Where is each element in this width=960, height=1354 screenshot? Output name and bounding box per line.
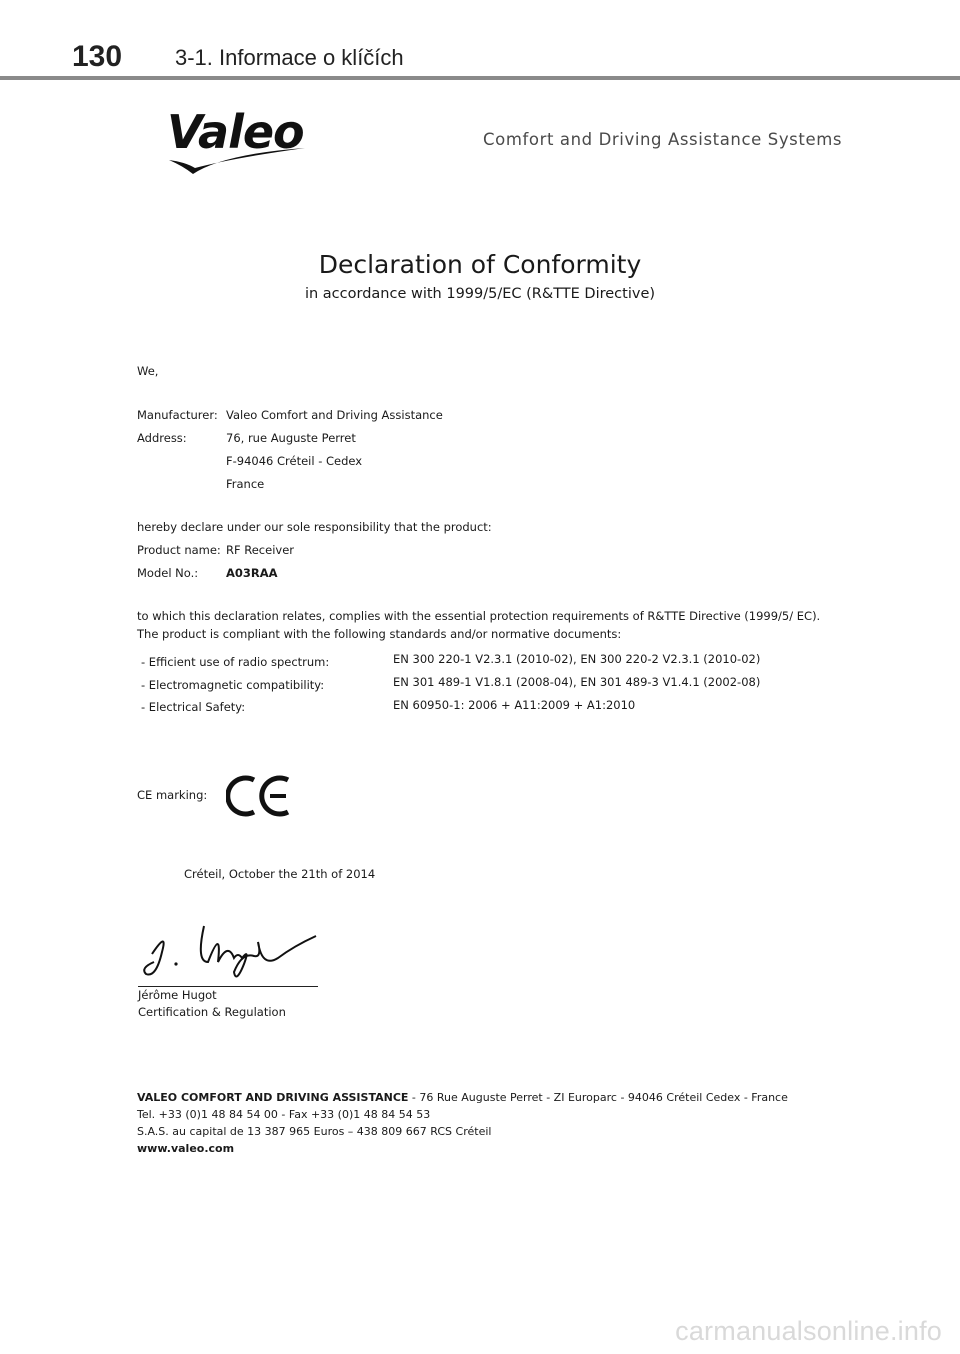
declare-text: hereby declare under our sole responsibility that the product:	[137, 520, 492, 534]
compliance-statement: The product is compliant with the following standards and/or normative documents:	[137, 627, 622, 641]
company-address: - 76 Rue Auguste Perret - ZI Europarc - 94046 Créteil Cedex - France	[408, 1091, 788, 1104]
watermark: carmanualsonline.info	[675, 1316, 942, 1346]
address-line: 76, rue Auguste Perret	[226, 431, 356, 445]
standard-value: EN 300 220-1 V2.3.1 (2010-02), EN 300 220-2 V2.3.1 (2010-02)	[393, 652, 761, 666]
page-number: 130	[72, 40, 123, 73]
manufacturer-label: Manufacturer:	[137, 408, 218, 422]
address-line: F-94046 Créteil - Cedex	[226, 454, 363, 468]
signatory-title: Certification & Regulation	[138, 1005, 286, 1019]
company-tagline: Comfort and Driving Assistance Systems	[483, 130, 843, 149]
we-text: We,	[137, 364, 159, 378]
company-website: www.valeo.com	[137, 1142, 235, 1155]
compliance-statement: to which this declaration relates, complies with the essential protection requirements of R&TTE Directive (1999/5/ EC).	[137, 609, 821, 623]
standard-label: - Electromagnetic compatibility:	[141, 678, 325, 692]
standard-value: EN 60950-1: 2006 + A11:2009 + A1:2010	[393, 698, 636, 712]
product-name-value: RF Receiver	[226, 543, 295, 557]
signatory-name: Jérôme Hugot	[138, 988, 217, 1002]
signature-line	[138, 986, 318, 987]
standard-label: - Efficient use of radio spectrum:	[141, 655, 330, 669]
standard-value: EN 301 489-1 V1.8.1 (2008-04), EN 301 489-3 V1.4.1 (2002-08)	[393, 675, 761, 689]
model-label: Model No.:	[137, 566, 199, 580]
signature	[138, 912, 328, 988]
valeo-logo-text: Valeo	[167, 105, 304, 159]
company-capital-line: S.A.S. au capital de 13 387 965 Euros – 438 809 667 RCS Créteil	[137, 1125, 492, 1138]
section-title: 3-1. Informace o klíčích	[175, 45, 404, 70]
document-title: Declaration of Conformity	[318, 250, 642, 279]
standard-label: - Electrical Safety:	[141, 700, 246, 714]
product-name-label: Product name:	[137, 543, 221, 557]
company-name: VALEO COMFORT AND DRIVING ASSISTANCE	[137, 1091, 409, 1104]
company-address-line	[137, 1091, 788, 1104]
ce-mark-icon	[226, 772, 292, 818]
document-subtitle: in accordance with 1999/5/EC (R&TTE Directive)	[304, 286, 656, 302]
place-date: Créteil, October the 21th of 2014	[184, 867, 376, 881]
address-label: Address:	[137, 431, 187, 445]
phone-fax-line: Tel. +33 (0)1 48 84 54 00 - Fax +33 (0)1 48 84 54 53	[137, 1108, 431, 1121]
manufacturer-value: Valeo Comfort and Driving Assistance	[226, 408, 443, 422]
header-divider	[0, 76, 960, 80]
model-value: A03RAA	[226, 566, 278, 580]
address-line: France	[226, 477, 265, 491]
valeo-logo	[163, 104, 313, 184]
page-header	[0, 0, 960, 80]
ce-marking-label: CE marking:	[137, 788, 208, 802]
